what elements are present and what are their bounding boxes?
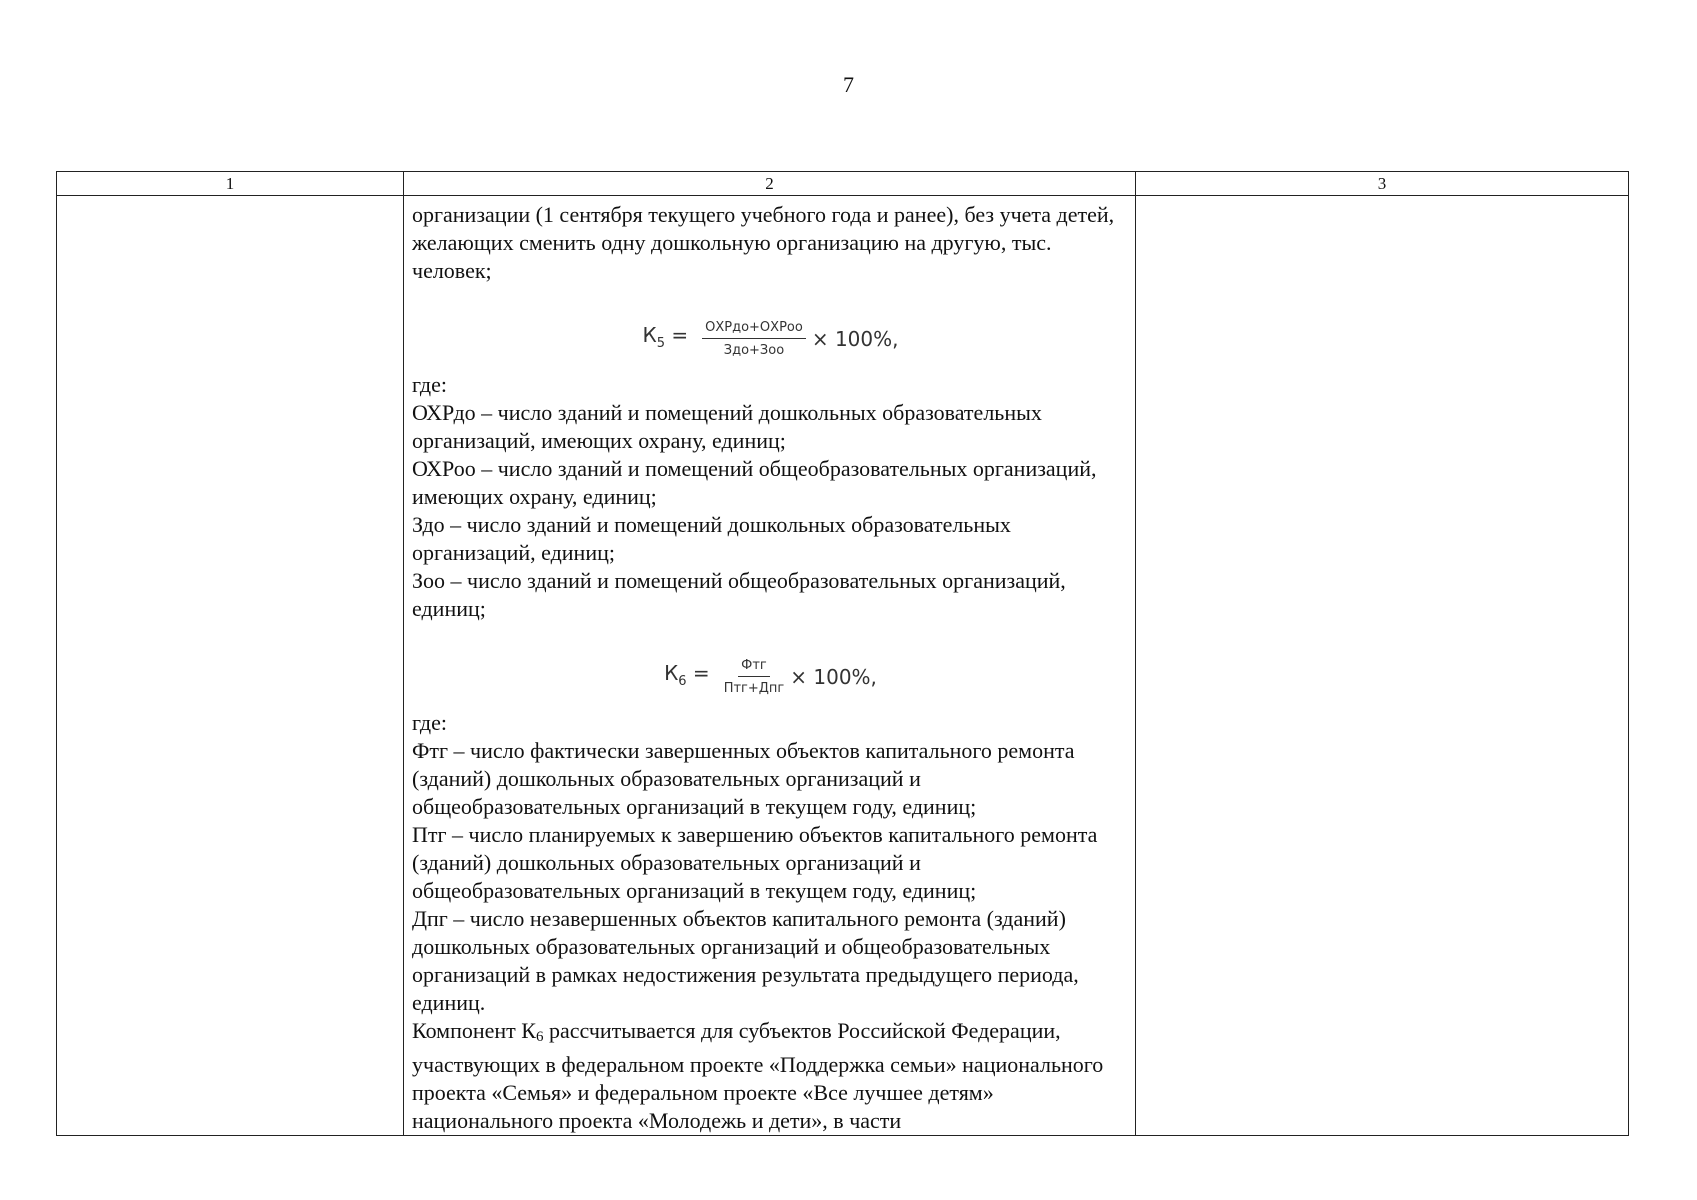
document-table bbox=[56, 171, 1629, 1136]
where-label-k6: где: bbox=[412, 710, 447, 735]
column-2-cell bbox=[404, 196, 1136, 1136]
column-header-3: 3 bbox=[1136, 172, 1629, 196]
page-number: 7 bbox=[843, 72, 854, 97]
column-header-1: 1 bbox=[57, 172, 404, 196]
formula-k5-fraction bbox=[702, 319, 806, 359]
column-header-2: 2 bbox=[404, 172, 1136, 196]
definition-ftg: Фтг – число фактически завершенных объектов капитального ремонта (зданий) дошкольных образовательных организаций и общеобразовательных организаций в текущем году, единиц; bbox=[412, 738, 1075, 819]
table-body-row bbox=[57, 196, 1629, 1136]
formula-k6-denominator: Птг+Дпг bbox=[723, 681, 785, 696]
formula-k6 bbox=[412, 645, 1129, 709]
definition-zoo: Зоо – число зданий и помещений общеобразовательных организаций, единиц; bbox=[412, 568, 1066, 621]
intro-text: организации (1 сентября текущего учебного года и ранее), без учета детей, желающих сменить одну дошкольную организацию на другую, тыс. человек; bbox=[412, 202, 1115, 283]
formula-k6-rhs: × 100%, bbox=[790, 665, 877, 689]
definition-dpg: Дпг – число незавершенных объектов капитального ремонта (зданий) дошкольных образовательных организаций и общеобразовательных организаций в рамках недостижения результата предыдущего периода, единиц. bbox=[412, 906, 1079, 1015]
formula-k5-denominator: Здо+Зоо bbox=[723, 343, 785, 358]
column-3-cell bbox=[1136, 196, 1629, 1136]
formula-k5-rhs: × 100%, bbox=[811, 327, 899, 351]
formula-k5-lhs: $К_5$ = bbox=[642, 322, 689, 351]
table-header-row bbox=[57, 172, 1629, 196]
definition-ptg: Птг – число планируемых к завершению объектов капитального ремонта (зданий) дошкольных образовательных организаций и общеобразовательных организаций в текущем году, единиц; bbox=[412, 822, 1098, 903]
definition-ohrdo: ОХРдо – число зданий и помещений дошкольных образовательных организаций, имеющих охрану, единиц; bbox=[412, 400, 1042, 453]
formula-k5 bbox=[412, 307, 1129, 371]
where-label-k5: где: bbox=[412, 372, 447, 397]
formula-k6-lhs: $К_6$ = bbox=[664, 660, 710, 689]
definition-ohroo: ОХРоо – число зданий и помещений общеобразовательных организаций, имеющих охрану, единиц; bbox=[412, 456, 1097, 509]
formula-k5-numerator: ОХРдо+ОХРоо bbox=[702, 319, 806, 339]
formula-k6-numerator: Фтг bbox=[738, 657, 770, 677]
definition-zdo: Здо – число зданий и помещений дошкольных образовательных организаций, единиц; bbox=[412, 512, 1011, 565]
closing-paragraph: Компонент К6 рассчитывается для субъектов Российской Федерации, участвующих в федеральном проекте «Поддержка семьи» национального проекта «Семья» и федеральном проекте «Все лучшее детям» национального проекта «Молодежь и дети», в части bbox=[412, 1018, 1104, 1133]
column-1-cell bbox=[57, 196, 404, 1136]
formula-k6-fraction bbox=[724, 657, 785, 697]
